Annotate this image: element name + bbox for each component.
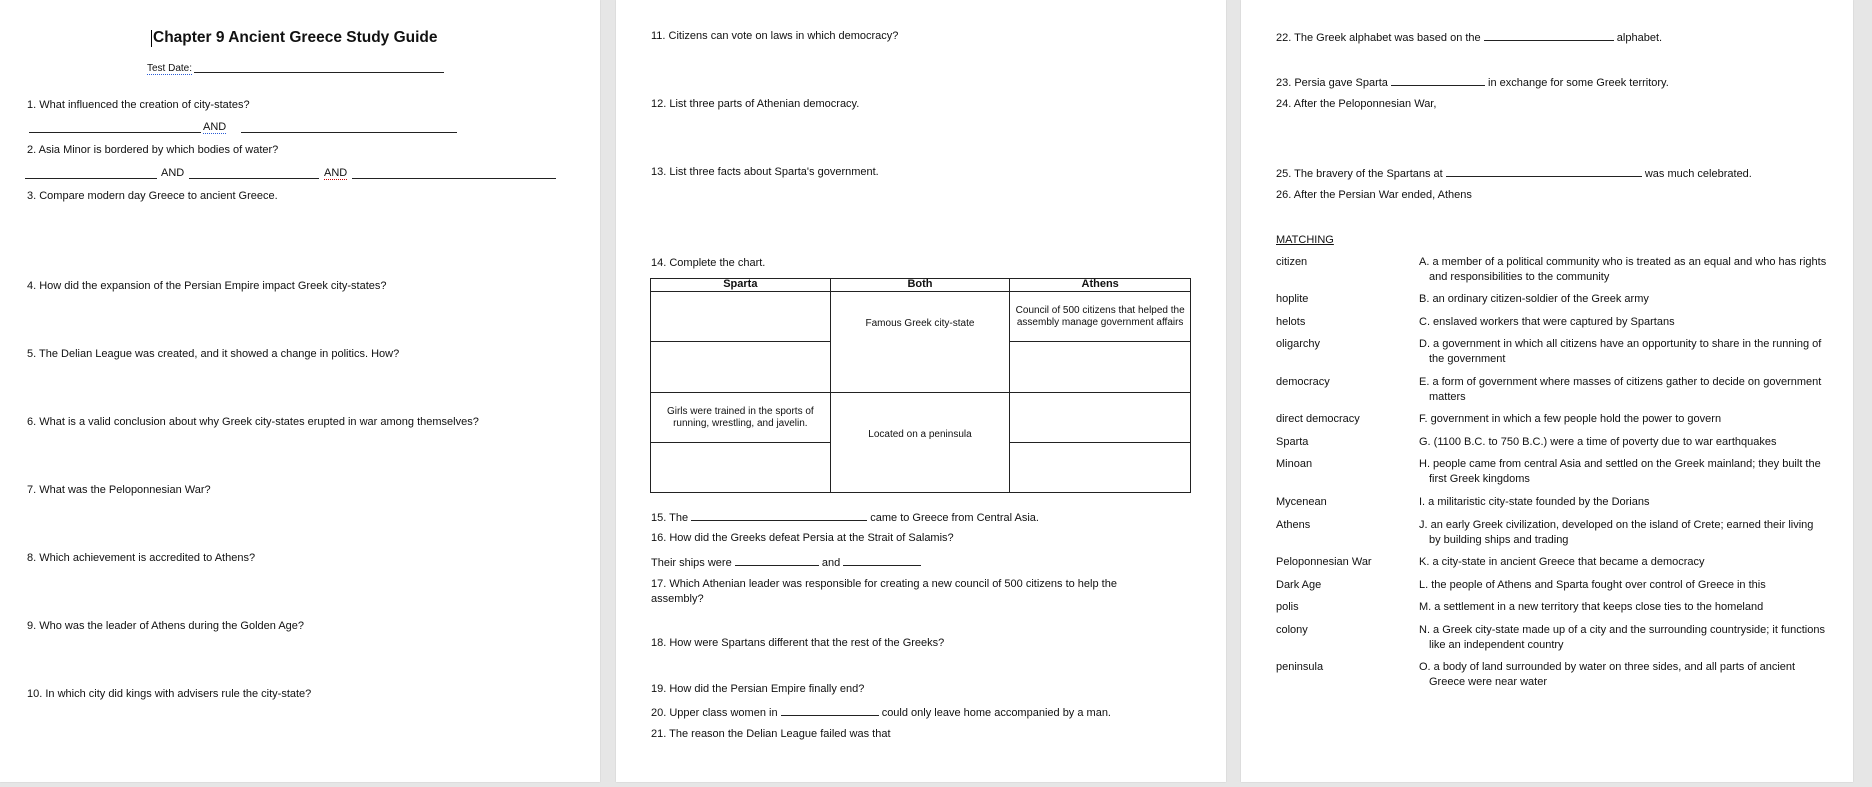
q2-blank-2[interactable] <box>189 178 319 179</box>
chart-header-sparta: Sparta <box>651 279 831 292</box>
q23-blank[interactable] <box>1391 75 1485 86</box>
matching-definition: I. a militaristic city-state founded by the Dorians <box>1419 496 1650 508</box>
question-2: 2. Asia Minor is bordered by which bodies of water? <box>27 144 279 156</box>
matching-term: direct democracy <box>1276 413 1360 425</box>
document-page-1 <box>0 0 600 782</box>
question-9: 9. Who was the leader of Athens during the Golden Age? <box>27 620 305 632</box>
q2-and-2: AND <box>324 167 348 179</box>
question-13: 13. List three facts about Sparta's government. <box>651 166 879 178</box>
question-15: 15. The came to Greece from Central Asia. <box>651 512 1039 524</box>
chart-cell-both-2: Located on a peninsula <box>830 393 1010 493</box>
matching-term: Athens <box>1276 519 1311 531</box>
comparison-chart <box>650 278 1191 493</box>
matching-definition: A. a member of a political community who is treated as an equal and who has rights and responsibilities to the community <box>1419 256 1827 283</box>
question-3: 3. Compare modern day Greece to ancient Greece. <box>27 190 278 202</box>
chart-cell-sparta-2[interactable] <box>651 342 831 393</box>
question-16: 16. How did the Greeks defeat Persia at the Strait of Salamis? <box>651 532 954 544</box>
chart-header-both: Both <box>830 279 1010 292</box>
matching-heading: MATCHING <box>1276 234 1334 246</box>
question-16-answer: Their ships were and <box>651 555 921 570</box>
question-19: 19. How did the Persian Empire finally end? <box>651 683 865 695</box>
chart-cell-sparta-3: Girls were trained in the sports of running, wrestling, and javelin. <box>651 393 831 443</box>
q1-and: AND <box>203 121 227 133</box>
chart-cell-athens-2[interactable] <box>1010 342 1191 393</box>
question-24: 24. After the Peloponnesian War, <box>1276 98 1437 110</box>
question-8: 8. Which achievement is accredited to Athens? <box>27 552 256 564</box>
document-page-2 <box>616 0 1226 782</box>
question-6: 6. What is a valid conclusion about why Greek city-states erupted in war among themselves? <box>27 416 479 428</box>
chart-cell-sparta-1[interactable] <box>651 292 831 342</box>
question-17: 17. Which Athenian leader was responsible for creating a new council of 500 citizens to help the assembly? <box>651 578 1117 605</box>
question-26: 26. After the Persian War ended, Athens <box>1276 189 1472 201</box>
matching-term: Peloponnesian War <box>1276 556 1372 568</box>
matching-term: polis <box>1276 601 1299 613</box>
matching-term: peninsula <box>1276 661 1324 673</box>
question-1: 1. What influenced the creation of city-states? <box>27 99 250 111</box>
matching-term: democracy <box>1276 376 1330 388</box>
document-page-3 <box>1241 0 1853 782</box>
q2-blank-3[interactable] <box>352 178 556 179</box>
document-title[interactable]: Chapter 9 Ancient Greece Study Guide <box>153 29 438 46</box>
q20-blank[interactable] <box>781 705 879 716</box>
chart-cell-sparta-4[interactable] <box>651 443 831 493</box>
question-21: 21. The reason the Delian League failed was that <box>651 728 891 740</box>
test-date-line[interactable] <box>194 72 444 73</box>
matching-definition: O. a body of land surrounded by water on three sides, and all parts of ancient Greece were near water <box>1419 661 1796 688</box>
text-cursor <box>151 30 152 47</box>
question-11: 11. Citizens can vote on laws in which democracy? <box>651 30 899 42</box>
chart-cell-athens-1: Council of 500 citizens that helped the assembly manage government affairs <box>1010 292 1191 342</box>
question-18: 18. How were Spartans different that the rest of the Greeks? <box>651 637 945 649</box>
q25-blank[interactable] <box>1446 166 1642 177</box>
q16-blank-2[interactable] <box>843 555 921 566</box>
matching-definition: C. enslaved workers that were captured by Spartans <box>1419 316 1675 328</box>
matching-definition: M. a settlement in a new territory that keeps close ties to the homeland <box>1419 601 1764 613</box>
matching-term: Dark Age <box>1276 579 1322 591</box>
chart-cell-both-1: Famous Greek city-state <box>830 292 1010 393</box>
matching-definition: N. a Greek city-state made up of a city and the surrounding countryside; it functions like an independent country <box>1419 624 1825 651</box>
matching-definition: F. government in which a few people hold the power to govern <box>1419 413 1722 425</box>
q22-blank[interactable] <box>1484 30 1614 41</box>
matching-definition: K. a city-state in ancient Greece that became a democracy <box>1419 556 1705 568</box>
matching-term: hoplite <box>1276 293 1309 305</box>
matching-term: citizen <box>1276 256 1308 268</box>
question-12: 12. List three parts of Athenian democracy. <box>651 98 860 110</box>
test-date-label: Test Date: <box>147 63 193 74</box>
q1-blank-left[interactable] <box>29 132 201 133</box>
question-23: 23. Persia gave Sparta in exchange for some Greek territory. <box>1276 77 1669 89</box>
matching-definition: G. (1100 B.C. to 750 B.C.) were a time of poverty due to war earthquakes <box>1419 436 1777 448</box>
matching-term: Mycenean <box>1276 496 1327 508</box>
matching-definition: J. an early Greek civilization, developed on the island of Crete; earned their living by building ships and trading <box>1419 519 1814 546</box>
chart-cell-athens-4[interactable] <box>1010 443 1191 493</box>
question-10: 10. In which city did kings with advisers rule the city-state? <box>27 688 312 700</box>
q15-blank[interactable] <box>691 510 867 521</box>
matching-term: oligarchy <box>1276 338 1321 350</box>
q1-blank-right[interactable] <box>241 132 457 133</box>
question-7: 7. What was the Peloponnesian War? <box>27 484 211 496</box>
q2-blank-1[interactable] <box>25 178 157 179</box>
question-22: 22. The Greek alphabet was based on the alphabet. <box>1276 32 1663 44</box>
matching-definition: H. people came from central Asia and settled on the Greek mainland; they built the first Greek kingdoms <box>1419 458 1821 485</box>
question-20: 20. Upper class women in could only leave home accompanied by a man. <box>651 707 1111 719</box>
question-4: 4. How did the expansion of the Persian Empire impact Greek city-states? <box>27 280 387 292</box>
question-5: 5. The Delian League was created, and it showed a change in politics. How? <box>27 348 400 360</box>
matching-term: Minoan <box>1276 458 1313 470</box>
matching-definition: D. a government in which all citizens have an opportunity to share in the running of the government <box>1419 338 1822 365</box>
matching-term: Sparta <box>1276 436 1309 448</box>
matching-definition: B. an ordinary citizen-soldier of the Greek army <box>1419 293 1649 305</box>
chart-header-athens: Athens <box>1010 279 1191 292</box>
chart-cell-athens-3[interactable] <box>1010 393 1191 443</box>
question-14: 14. Complete the chart. <box>651 257 766 269</box>
matching-definition: E. a form of government where masses of citizens gather to decide on government matters <box>1419 376 1822 403</box>
q2-and-1: AND <box>161 167 185 179</box>
question-25: 25. The bravery of the Spartans at was much celebrated. <box>1276 168 1752 180</box>
matching-definition: L. the people of Athens and Sparta fought over control of Greece in this <box>1419 579 1766 591</box>
matching-term: colony <box>1276 624 1308 636</box>
matching-term: helots <box>1276 316 1306 328</box>
q16-blank-1[interactable] <box>735 555 819 566</box>
